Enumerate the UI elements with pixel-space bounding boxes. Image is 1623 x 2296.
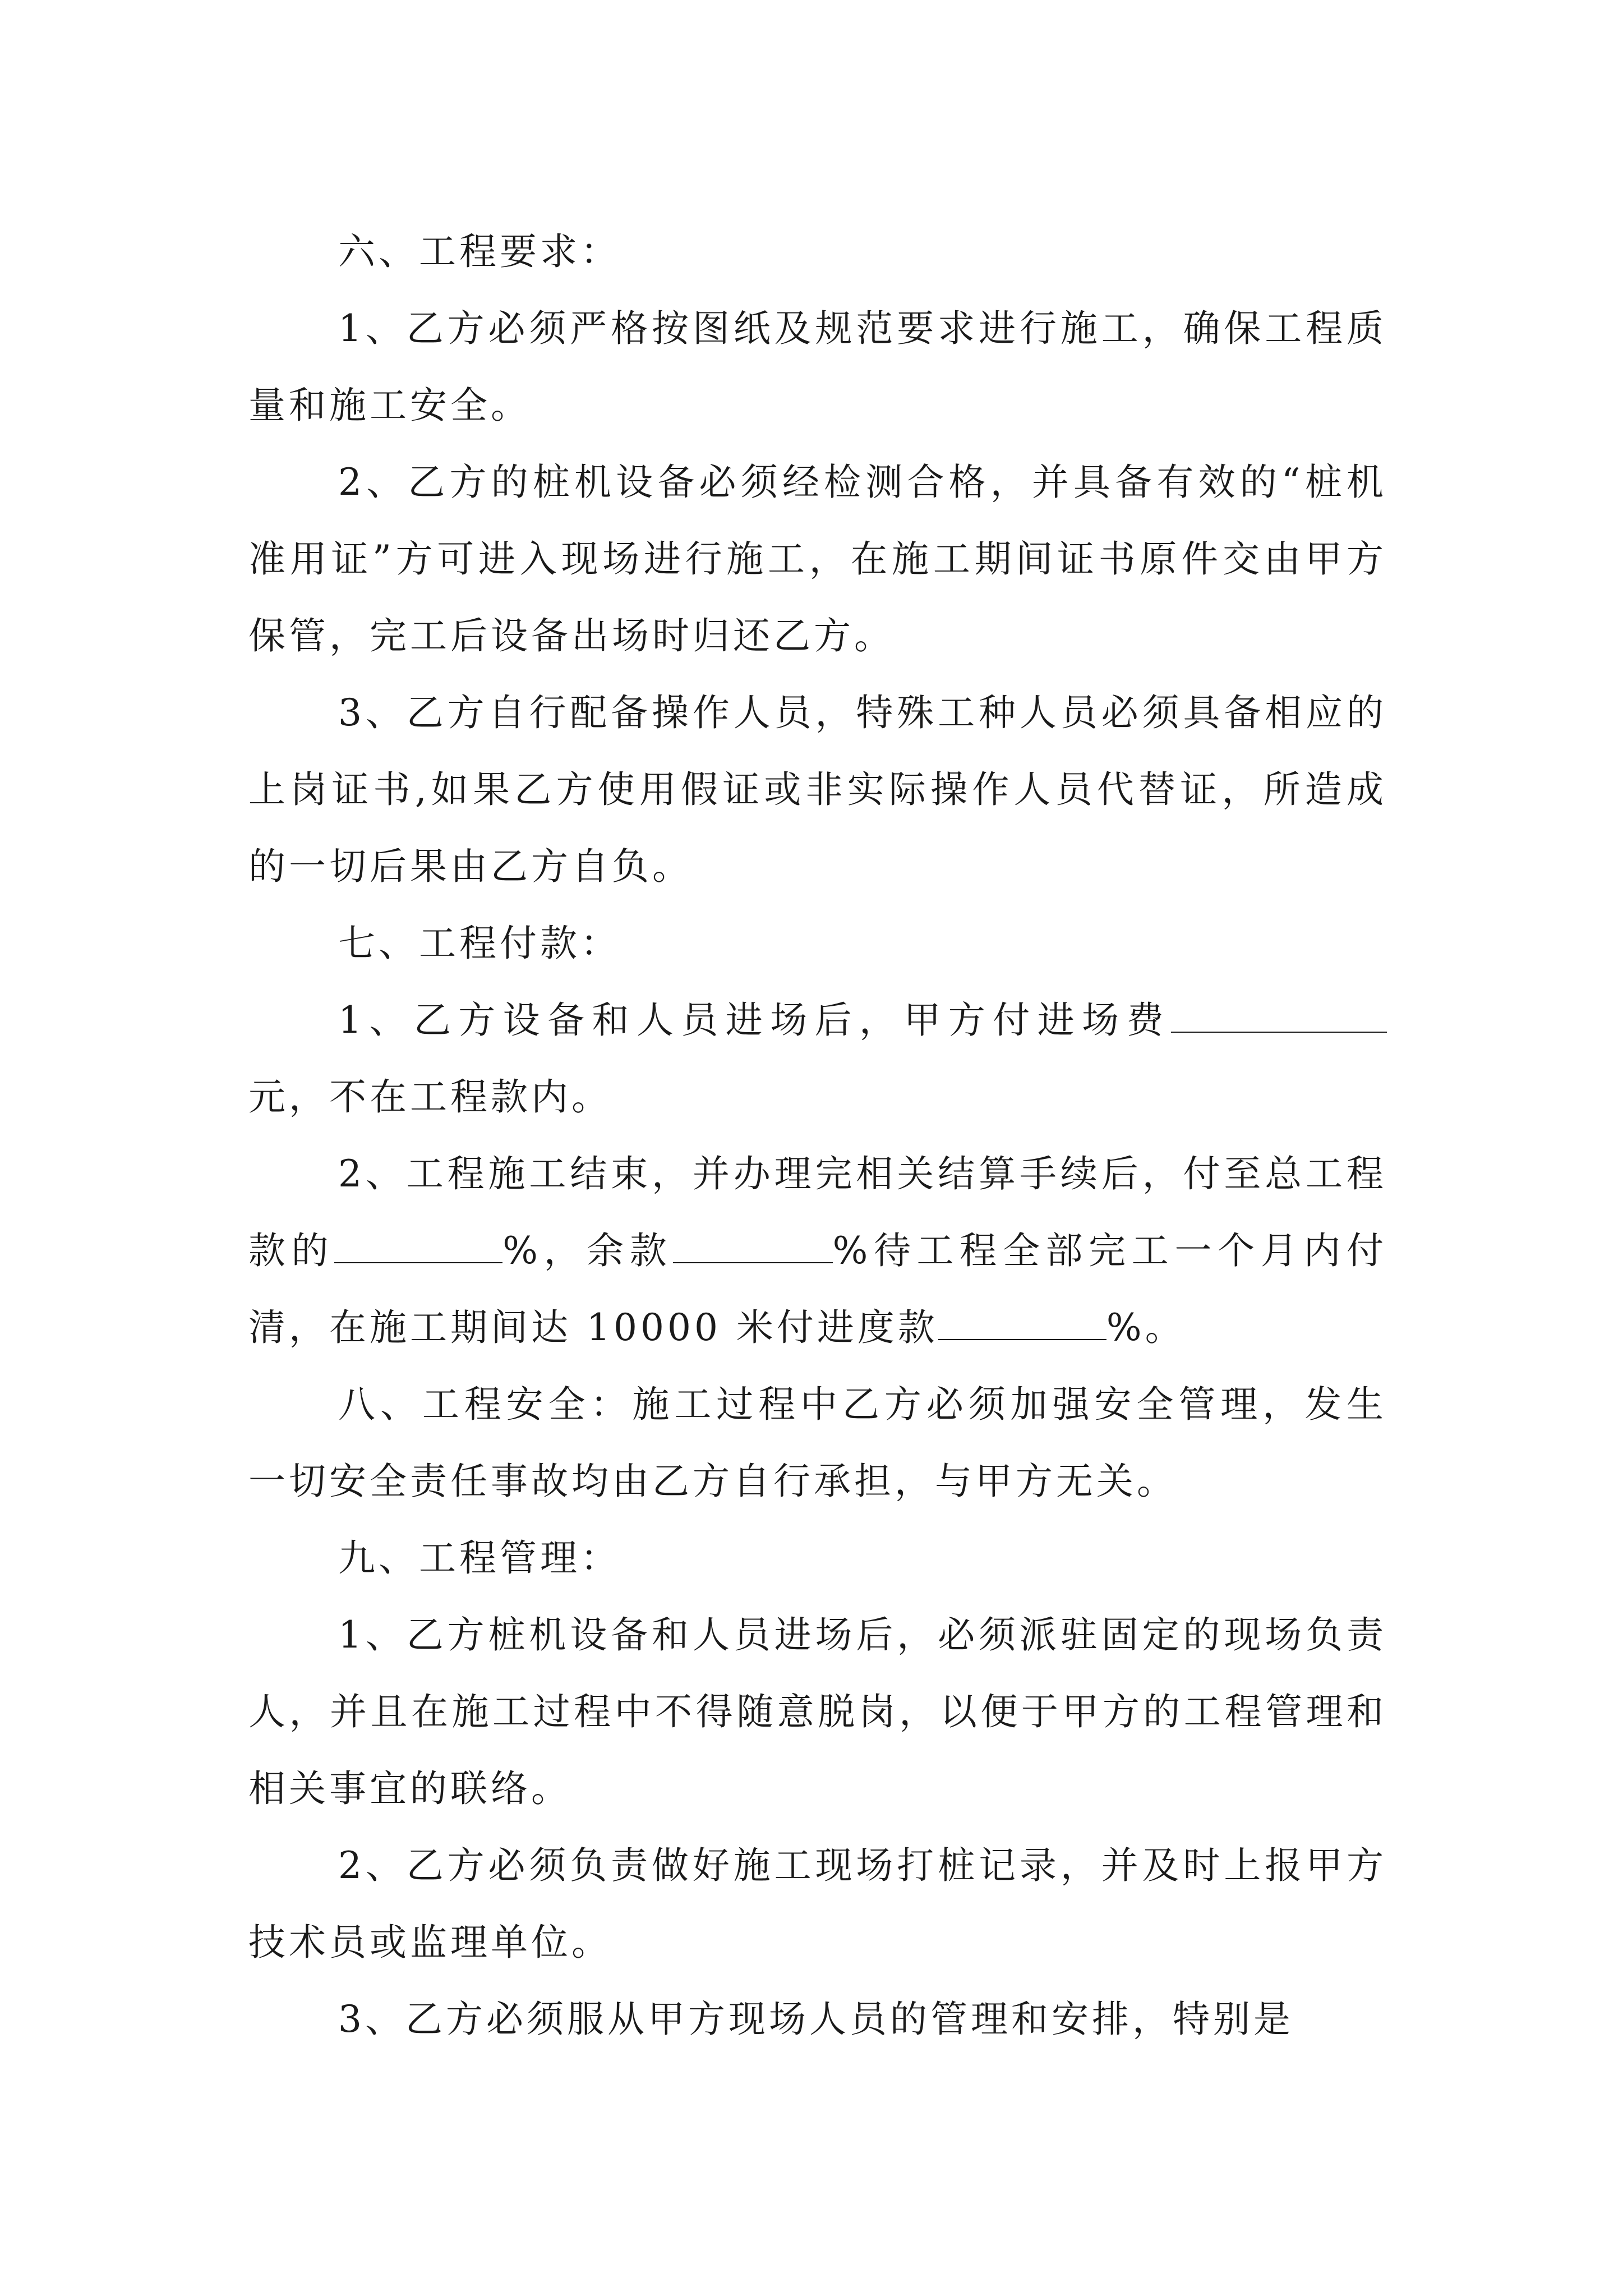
clause-6-2: 2、乙方的桩机设备必须经检测合格，并具备有效的“桩机准用证”方可进入现场进行施工，在施工期间证书原件交由甲方保管，完工后设备出场时归还乙方。 bbox=[248, 461, 1387, 657]
clause-6-3: 3、乙方自行配备操作人员，特殊工种人员必须具备相应的上岗证书,如果乙方使用假证或非实际操作人员代替证，所造成的一切后果由乙方自负。 bbox=[248, 691, 1387, 888]
balance-percent-blank[interactable] bbox=[673, 1228, 833, 1263]
section-safety: 八、工程安全：施工过程中乙方必须加强安全管理，发生一切安全责任事故均由乙方自行承担，与甲方无关。 bbox=[248, 1383, 1387, 1503]
section-heading-management: 九、工程管理： bbox=[338, 1536, 621, 1580]
clause-6-1: 1、乙方必须严格按图纸及规范要求进行施工，确保工程质量和施工安全。 bbox=[248, 307, 1387, 427]
document-body bbox=[248, 213, 1387, 2058]
total-payment-percent-blank[interactable] bbox=[334, 1228, 502, 1263]
clause-9-3: 3、乙方必须服从甲方现场人员的管理和安排，特别是 bbox=[338, 1998, 1294, 2041]
clause-7-2-text-a: 2、工程施工结束，并办理完相关结算手续后，付至总工程款的 bbox=[248, 1152, 1387, 1272]
clause-7-2-text-c: %待工程全部完工一个月内付清，在施工期间达 10000 米付进度款 bbox=[248, 1229, 1387, 1349]
clause-7-2-text-d: %。 bbox=[1106, 1306, 1186, 1349]
section-heading-payment: 七、工程付款： bbox=[338, 922, 621, 965]
clause-7-1-text-b: 元，不在工程款内。 bbox=[248, 1075, 612, 1119]
section-heading-requirements: 六、工程要求： bbox=[338, 230, 621, 273]
entry-fee-blank[interactable] bbox=[1171, 998, 1387, 1033]
clause-9-1: 1、乙方桩机设备和人员进场后，必须派驻固定的现场负责人，并且在施工过程中不得随意脱岗，以便于甲方的工程管理和相关事宜的联络。 bbox=[248, 1613, 1387, 1810]
clause-9-2: 2、乙方必须负责做好施工现场打桩记录，并及时上报甲方技术员或监理单位。 bbox=[248, 1844, 1387, 1964]
clause-7-1 bbox=[248, 982, 1387, 1135]
clause-7-1-text-a: 1、乙方设备和人员进场后，甲方付进场费 bbox=[338, 999, 1171, 1042]
progress-payment-percent-blank[interactable] bbox=[938, 1305, 1106, 1340]
clause-7-2 bbox=[248, 1135, 1387, 1366]
clause-7-2-text-b: %，余款 bbox=[502, 1229, 673, 1272]
